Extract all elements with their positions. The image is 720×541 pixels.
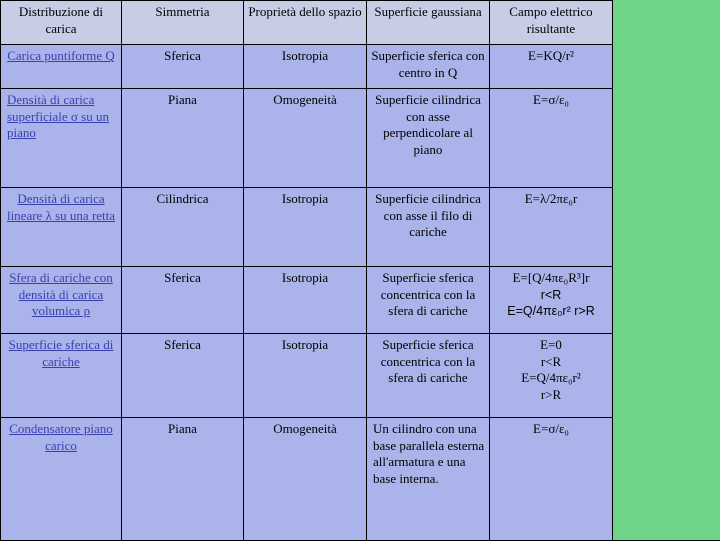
field-line: E=0: [540, 337, 562, 352]
distribution-cell[interactable]: Densità di carica lineare λ su una retta: [1, 188, 122, 267]
field-cell: [490, 418, 613, 541]
field-line: E=Q/4πε₀r² r>R: [507, 304, 595, 318]
space-cell: Isotropia: [244, 45, 367, 89]
field-cell: [490, 89, 613, 188]
space-cell: Omogeneità: [244, 89, 367, 188]
header-surface: Superficie gaussiana: [367, 1, 490, 45]
surface-cell: Un cilindro con una base parallela esterna all'armatura e una base interna.: [367, 418, 490, 541]
field-cell: [490, 45, 613, 89]
field-line: E=[Q/4πε₀R³]r: [512, 270, 590, 285]
symmetry-cell: Sferica: [122, 267, 244, 334]
space-cell: Omogeneità: [244, 418, 367, 541]
space-cell: Isotropia: [244, 334, 367, 418]
distribution-cell[interactable]: Densità di carica superficiale σ su un piano: [1, 89, 122, 188]
distribution-cell[interactable]: Condensatore piano carico: [1, 418, 122, 541]
symmetry-cell: Cilindrica: [122, 188, 244, 267]
field-cell: [490, 334, 613, 418]
symmetry-cell: Sferica: [122, 45, 244, 89]
field-cell: [490, 267, 613, 334]
field-line: r<R: [540, 353, 562, 369]
surface-cell: Superficie sferica concentrica con la sfera di cariche: [367, 267, 490, 334]
header-space: Proprietà dello spazio: [244, 1, 367, 45]
header-row: [1, 1, 613, 45]
surface-cell: Superficie sferica con centro in Q: [367, 45, 490, 89]
table-row: [1, 45, 613, 89]
field-line: r>R: [540, 386, 562, 402]
space-cell: Isotropia: [244, 267, 367, 334]
table-row: [1, 267, 613, 334]
field-line: E=KQ/r²: [528, 48, 574, 63]
green-side-panel: [612, 0, 720, 540]
surface-cell: Superficie cilindrica con asse il filo di cariche: [367, 188, 490, 267]
space-cell: Isotropia: [244, 188, 367, 267]
field-line: E=Q/4πε₀r²: [521, 370, 581, 385]
surface-cell: Superficie sferica concentrica con la sfera di cariche: [367, 334, 490, 418]
field-cell: [490, 188, 613, 267]
distribution-cell[interactable]: Sfera di cariche con densità di carica volumica ρ: [1, 267, 122, 334]
header-distribution: Distribuzione di carica: [1, 1, 122, 45]
symmetry-cell: Sferica: [122, 334, 244, 418]
symmetry-cell: Piana: [122, 89, 244, 188]
distribution-cell[interactable]: Carica puntiforme Q: [1, 45, 122, 89]
table-row: [1, 334, 613, 418]
symmetry-cell: Piana: [122, 418, 244, 541]
header-symmetry: Simmetria: [122, 1, 244, 45]
table-row: [1, 188, 613, 267]
distribution-cell[interactable]: Superficie sferica di cariche: [1, 334, 122, 418]
surface-cell: Superficie cilindrica con asse perpendicolare al piano: [367, 89, 490, 188]
table-row: [1, 418, 613, 541]
table-row: [1, 89, 613, 188]
field-line: E=σ/ε₀: [533, 421, 569, 436]
field-line: E=λ/2πε₀r: [524, 191, 578, 206]
field-line: r<R: [540, 287, 562, 302]
header-field: Campo elettrico risultante: [490, 1, 613, 45]
field-line: E=σ/ε₀: [533, 92, 569, 107]
